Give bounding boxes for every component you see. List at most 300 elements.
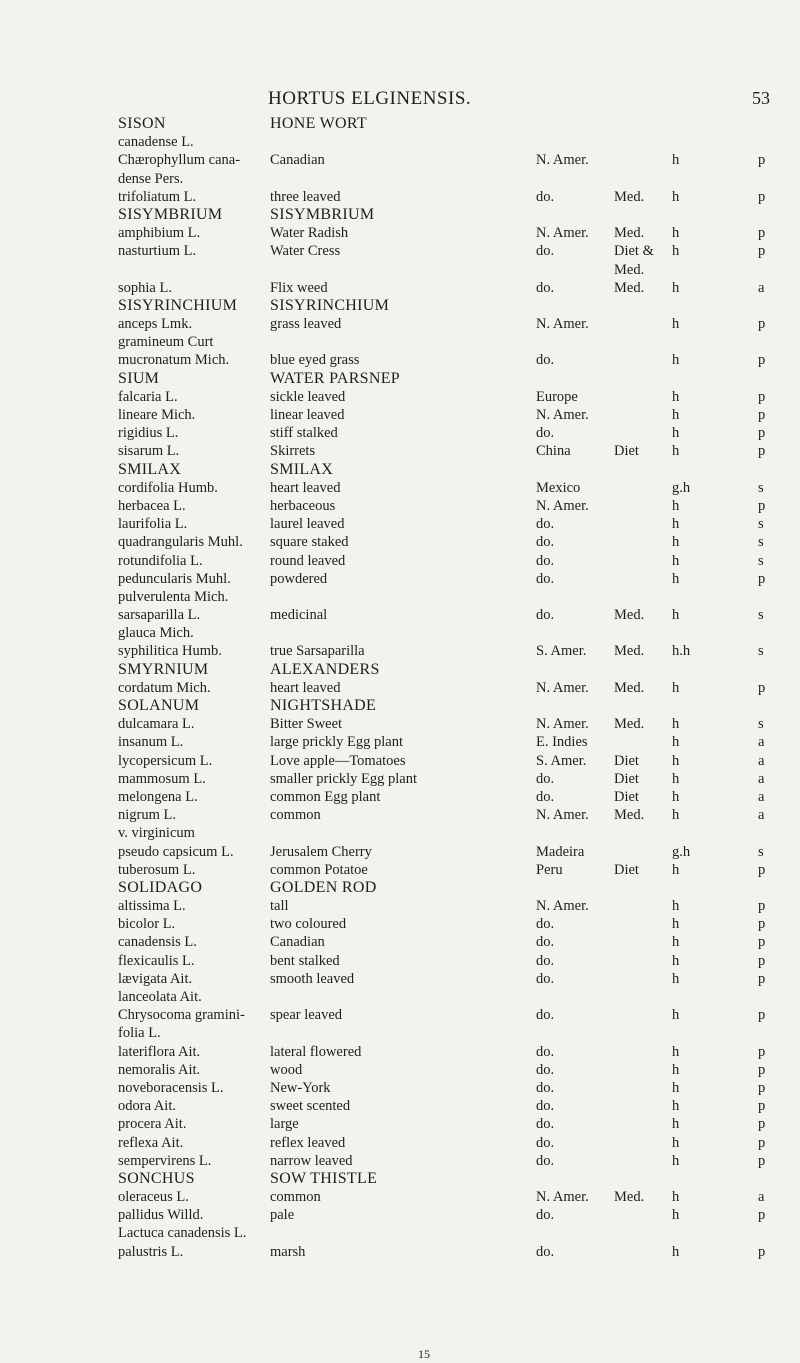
habit-code: p bbox=[758, 1134, 766, 1151]
latin-name: reflexa Ait. bbox=[118, 1134, 184, 1151]
latin-name: noveboracensis L. bbox=[118, 1079, 224, 1096]
species-row bbox=[0, 1043, 800, 1061]
latin-name: SISON bbox=[118, 115, 166, 132]
species-row bbox=[0, 424, 800, 442]
latin-name: sarsaparilla L. bbox=[118, 607, 201, 624]
duration-code: h bbox=[672, 1243, 680, 1260]
duration-code: h bbox=[672, 861, 680, 878]
english-name: large prickly Egg plant bbox=[270, 734, 404, 751]
genus-heading-row bbox=[0, 661, 800, 679]
genus-heading-row bbox=[0, 1170, 800, 1188]
latin-name: rigidius L. bbox=[118, 425, 179, 442]
species-row bbox=[0, 679, 800, 697]
species-row bbox=[0, 915, 800, 933]
habit-code: p bbox=[758, 1243, 766, 1260]
english-name: medicinal bbox=[270, 607, 328, 624]
species-row bbox=[0, 752, 800, 770]
page-header bbox=[0, 88, 800, 112]
species-row bbox=[0, 843, 800, 861]
habit-code: s bbox=[758, 607, 764, 624]
species-row bbox=[0, 333, 800, 351]
english-name: linear leaved bbox=[270, 407, 345, 423]
duration-code: h bbox=[672, 1061, 680, 1078]
species-row bbox=[0, 1134, 800, 1152]
species-row bbox=[0, 952, 800, 970]
habit-code: p bbox=[758, 679, 766, 696]
species-row bbox=[0, 806, 800, 824]
duration-code: h bbox=[672, 1152, 680, 1169]
native-country: Madeira bbox=[536, 843, 585, 860]
duration-code: h bbox=[672, 807, 680, 824]
native-country: do. bbox=[536, 770, 555, 787]
native-country: do. bbox=[536, 1152, 555, 1169]
latin-name: peduncularis Muhl. bbox=[118, 570, 231, 587]
habit-code: a bbox=[758, 770, 765, 787]
native-country: S. Amer. bbox=[536, 643, 587, 660]
latin-name: SISYRINCHIUM bbox=[118, 296, 238, 314]
species-row bbox=[0, 715, 800, 733]
duration-code: h bbox=[672, 916, 680, 933]
genus-heading-row bbox=[0, 370, 800, 388]
english-name: SOW THISTLE bbox=[270, 1169, 378, 1187]
species-row bbox=[0, 788, 800, 806]
habit-code: p bbox=[758, 388, 766, 405]
species-row bbox=[0, 1206, 800, 1224]
use-note: Diet bbox=[614, 770, 639, 787]
running-title: HORTUS ELGINENSIS. bbox=[268, 88, 472, 109]
use-note: Med. bbox=[614, 279, 645, 296]
latin-name: palustris L. bbox=[118, 1243, 184, 1260]
species-row bbox=[0, 988, 800, 1006]
duration-code: h bbox=[672, 952, 680, 969]
duration-code: h bbox=[672, 788, 680, 805]
english-name: Water Radish bbox=[270, 225, 349, 242]
use-note: Med. bbox=[614, 807, 645, 824]
english-name: New-York bbox=[270, 1079, 331, 1096]
habit-code: p bbox=[758, 243, 766, 260]
latin-name: lineare Mich. bbox=[118, 407, 196, 423]
habit-code: a bbox=[758, 807, 765, 824]
latin-name: pallidus Willd. bbox=[118, 1207, 204, 1224]
habit-code: p bbox=[758, 1098, 766, 1115]
habit-code: a bbox=[758, 734, 765, 751]
native-country: N. Amer. bbox=[536, 807, 589, 824]
duration-code: g.h bbox=[672, 843, 691, 860]
english-name: true Sarsaparilla bbox=[270, 643, 365, 660]
habit-code: p bbox=[758, 1061, 766, 1078]
habit-code: s bbox=[758, 716, 764, 733]
habit-code: p bbox=[758, 316, 766, 333]
english-name: Flix weed bbox=[270, 279, 328, 296]
native-country: do. bbox=[536, 243, 555, 260]
duration-code: h bbox=[672, 734, 680, 751]
genus-heading-row bbox=[0, 115, 800, 133]
english-name: herbaceous bbox=[270, 497, 336, 514]
native-country: do. bbox=[536, 970, 555, 987]
native-country: do. bbox=[536, 188, 555, 205]
use-note: Diet bbox=[614, 861, 639, 878]
habit-code: p bbox=[758, 952, 766, 969]
latin-name: altissima L. bbox=[118, 898, 186, 915]
latin-name: glauca Mich. bbox=[118, 625, 194, 642]
species-row bbox=[0, 933, 800, 951]
page-number: 53 bbox=[752, 88, 770, 108]
native-country: Mexico bbox=[536, 479, 581, 496]
duration-code: h bbox=[672, 225, 680, 242]
native-country: do. bbox=[536, 1207, 555, 1224]
species-row bbox=[0, 351, 800, 369]
habit-code: a bbox=[758, 788, 765, 805]
habit-code: s bbox=[758, 643, 764, 660]
native-country: China bbox=[536, 443, 571, 460]
latin-name: SOLIDAGO bbox=[118, 878, 203, 896]
duration-code: h bbox=[672, 243, 680, 260]
latin-name: sophia L. bbox=[118, 279, 172, 296]
native-country: do. bbox=[536, 552, 555, 569]
habit-code: s bbox=[758, 552, 764, 569]
species-row bbox=[0, 970, 800, 988]
native-country: do. bbox=[536, 1043, 555, 1060]
native-country: S. Amer. bbox=[536, 752, 587, 769]
english-name: sweet scented bbox=[270, 1098, 351, 1115]
english-name: Water Cress bbox=[270, 243, 341, 260]
use-note: Diet bbox=[614, 752, 639, 769]
english-name: laurel leaved bbox=[270, 516, 345, 533]
species-row bbox=[0, 261, 800, 279]
native-country: do. bbox=[536, 1243, 555, 1260]
use-note: Med. bbox=[614, 716, 645, 733]
latin-name: mucronatum Mich. bbox=[118, 352, 230, 369]
species-row bbox=[0, 1243, 800, 1261]
latin-name: falcaria L. bbox=[118, 388, 178, 405]
native-country: N. Amer. bbox=[536, 225, 589, 242]
species-row bbox=[0, 1061, 800, 1079]
species-row bbox=[0, 570, 800, 588]
use-note: Diet & bbox=[614, 243, 654, 260]
habit-code: p bbox=[758, 352, 766, 369]
native-country: N. Amer. bbox=[536, 1189, 589, 1206]
species-row bbox=[0, 533, 800, 551]
english-name: grass leaved bbox=[270, 316, 342, 333]
native-country: do. bbox=[536, 1061, 555, 1078]
english-name: large bbox=[270, 1116, 299, 1133]
latin-name: flexicaulis L. bbox=[118, 952, 195, 969]
english-name: heart leaved bbox=[270, 679, 341, 696]
duration-code: h bbox=[672, 534, 680, 551]
duration-code: h.h bbox=[672, 643, 691, 660]
species-row bbox=[0, 1024, 800, 1042]
duration-code: h bbox=[672, 1098, 680, 1115]
genus-heading-row bbox=[0, 297, 800, 315]
english-name: Skirrets bbox=[270, 443, 316, 460]
habit-code: p bbox=[758, 1007, 766, 1024]
native-country: do. bbox=[536, 516, 555, 533]
species-row bbox=[0, 1079, 800, 1097]
english-name: bent stalked bbox=[270, 952, 340, 969]
habit-code: p bbox=[758, 861, 766, 878]
habit-code: p bbox=[758, 152, 766, 169]
use-note: Med. bbox=[614, 1189, 645, 1206]
use-note: Med. bbox=[614, 188, 645, 205]
native-country: do. bbox=[536, 1134, 555, 1151]
duration-code: h bbox=[672, 407, 680, 423]
english-name: Jerusalem Cherry bbox=[270, 843, 372, 860]
duration-code: h bbox=[672, 1207, 680, 1224]
habit-code: s bbox=[758, 516, 764, 533]
english-name: round leaved bbox=[270, 552, 346, 569]
english-name: SISYRINCHIUM bbox=[270, 296, 390, 314]
habit-code: a bbox=[758, 752, 765, 769]
latin-name: amphibium L. bbox=[118, 225, 201, 242]
duration-code: h bbox=[672, 1116, 680, 1133]
latin-name: Chærophyllum cana- bbox=[118, 152, 241, 169]
native-country: N. Amer. bbox=[536, 316, 589, 333]
native-country: do. bbox=[536, 934, 555, 951]
duration-code: h bbox=[672, 552, 680, 569]
latin-name: canadensis L. bbox=[118, 934, 197, 951]
latin-name: Lactuca canadensis L. bbox=[118, 1225, 247, 1242]
english-name: common Potatoe bbox=[270, 861, 368, 878]
duration-code: h bbox=[672, 1007, 680, 1024]
species-row bbox=[0, 406, 800, 424]
species-row bbox=[0, 1006, 800, 1024]
species-row bbox=[0, 133, 800, 151]
duration-code: h bbox=[672, 188, 680, 205]
latin-name: folia L. bbox=[118, 1025, 161, 1042]
latin-name: nigrum L. bbox=[118, 807, 176, 824]
latin-name: melongena L. bbox=[118, 788, 198, 805]
species-row bbox=[0, 315, 800, 333]
latin-name: SONCHUS bbox=[118, 1169, 195, 1187]
english-name: common bbox=[270, 1189, 321, 1206]
duration-code: h bbox=[672, 279, 680, 296]
habit-code: a bbox=[758, 279, 765, 296]
habit-code: p bbox=[758, 225, 766, 242]
latin-name: procera Ait. bbox=[118, 1116, 187, 1133]
native-country: do. bbox=[536, 1116, 555, 1133]
duration-code: h bbox=[672, 934, 680, 951]
native-country: N. Amer. bbox=[536, 497, 589, 514]
use-note: Med. bbox=[614, 225, 645, 242]
latin-name: sempervirens L. bbox=[118, 1152, 212, 1169]
species-row bbox=[0, 170, 800, 188]
native-country: do. bbox=[536, 279, 555, 296]
latin-name: anceps Lmk. bbox=[118, 316, 193, 333]
english-name: common bbox=[270, 807, 321, 824]
duration-code: h bbox=[672, 752, 680, 769]
duration-code: g.h bbox=[672, 479, 691, 496]
latin-name: dense Pers. bbox=[118, 170, 184, 187]
latin-name: bicolor L. bbox=[118, 916, 176, 933]
latin-name: canadense L. bbox=[118, 134, 194, 151]
latin-name: mammosum L. bbox=[118, 770, 206, 787]
species-row bbox=[0, 624, 800, 642]
latin-name: SISYMBRIUM bbox=[118, 205, 223, 223]
native-country: do. bbox=[536, 1098, 555, 1115]
duration-code: h bbox=[672, 607, 680, 624]
habit-code: p bbox=[758, 898, 766, 915]
species-row bbox=[0, 515, 800, 533]
latin-name: lanceolata Ait. bbox=[118, 989, 202, 1005]
latin-name: oleraceus L. bbox=[118, 1189, 189, 1206]
duration-code: h bbox=[672, 1079, 680, 1096]
species-row bbox=[0, 770, 800, 788]
habit-code: s bbox=[758, 534, 764, 551]
native-country: N. Amer. bbox=[536, 152, 589, 169]
english-name: tall bbox=[270, 898, 289, 915]
species-row bbox=[0, 897, 800, 915]
duration-code: h bbox=[672, 316, 680, 333]
genus-heading-row bbox=[0, 461, 800, 479]
english-name: ALEXANDERS bbox=[270, 660, 380, 678]
english-name: WATER PARSNEP bbox=[270, 369, 401, 387]
latin-name: SMILAX bbox=[118, 460, 182, 478]
duration-code: h bbox=[672, 497, 680, 514]
english-name: reflex leaved bbox=[270, 1134, 346, 1151]
duration-code: h bbox=[672, 1189, 680, 1206]
latin-name: herbacea L. bbox=[118, 497, 186, 514]
native-country: do. bbox=[536, 788, 555, 805]
latin-name: trifoliatum L. bbox=[118, 188, 197, 205]
native-country: do. bbox=[536, 916, 555, 933]
duration-code: h bbox=[672, 516, 680, 533]
species-row bbox=[0, 824, 800, 842]
habit-code: p bbox=[758, 1079, 766, 1096]
latin-name: lycopersicum L. bbox=[118, 752, 213, 769]
latin-name: quadrangularis Muhl. bbox=[118, 534, 243, 551]
native-country: E. Indies bbox=[536, 734, 588, 751]
english-name: GOLDEN ROD bbox=[270, 878, 377, 896]
habit-code: p bbox=[758, 407, 766, 423]
latin-name: laurifolia L. bbox=[118, 516, 188, 533]
english-name: lateral flowered bbox=[270, 1043, 362, 1060]
english-name: Canadian bbox=[270, 152, 325, 169]
latin-name: pseudo capsicum L. bbox=[118, 843, 234, 860]
latin-name: rotundifolia L. bbox=[118, 552, 203, 569]
habit-code: p bbox=[758, 1116, 766, 1133]
native-country: N. Amer. bbox=[536, 407, 589, 423]
habit-code: p bbox=[758, 916, 766, 933]
latin-name: SOLANUM bbox=[118, 697, 200, 714]
duration-code: h bbox=[672, 898, 680, 915]
latin-name: cordatum Mich. bbox=[118, 679, 211, 696]
habit-code: p bbox=[758, 1152, 766, 1169]
english-name: smooth leaved bbox=[270, 970, 355, 987]
english-name: narrow leaved bbox=[270, 1152, 353, 1169]
english-name: Canadian bbox=[270, 934, 325, 951]
species-row bbox=[0, 1188, 800, 1206]
species-row bbox=[0, 224, 800, 242]
printer-signature: 15 bbox=[418, 1347, 430, 1361]
latin-name: gramineum Curt bbox=[118, 334, 214, 351]
latin-name: v. virginicum bbox=[118, 825, 195, 842]
native-country: do. bbox=[536, 607, 555, 624]
latin-name: insanum L. bbox=[118, 734, 184, 751]
native-country: Peru bbox=[536, 861, 563, 878]
habit-code: p bbox=[758, 570, 766, 587]
latin-name: dulcamara L. bbox=[118, 716, 195, 733]
english-name: wood bbox=[270, 1061, 303, 1078]
english-name: blue eyed grass bbox=[270, 352, 360, 369]
species-row bbox=[0, 188, 800, 206]
duration-code: h bbox=[672, 770, 680, 787]
native-country: do. bbox=[536, 425, 555, 442]
latin-name: lateriflora Ait. bbox=[118, 1043, 201, 1060]
duration-code: h bbox=[672, 388, 680, 405]
habit-code: p bbox=[758, 970, 766, 987]
latin-name: nemoralis Ait. bbox=[118, 1061, 201, 1078]
habit-code: s bbox=[758, 479, 764, 496]
native-country: do. bbox=[536, 570, 555, 587]
habit-code: p bbox=[758, 1043, 766, 1060]
duration-code: h bbox=[672, 1043, 680, 1060]
use-note: Diet bbox=[614, 443, 639, 460]
english-name: stiff stalked bbox=[270, 425, 338, 442]
duration-code: h bbox=[672, 352, 680, 369]
duration-code: h bbox=[672, 970, 680, 987]
species-row bbox=[0, 1152, 800, 1170]
latin-name: SIUM bbox=[118, 369, 160, 387]
species-row bbox=[0, 588, 800, 606]
latin-name: sisarum L. bbox=[118, 443, 180, 460]
native-country: Europe bbox=[536, 388, 578, 405]
duration-code: h bbox=[672, 716, 680, 733]
habit-code: p bbox=[758, 188, 766, 205]
latin-name: tuberosum L. bbox=[118, 861, 196, 878]
english-name: NIGHTSHADE bbox=[270, 697, 377, 714]
species-row bbox=[0, 279, 800, 297]
species-row bbox=[0, 1224, 800, 1242]
native-country: do. bbox=[536, 534, 555, 551]
latin-name: syphilitica Humb. bbox=[118, 643, 222, 660]
species-row bbox=[0, 242, 800, 260]
species-row bbox=[0, 642, 800, 660]
habit-code: s bbox=[758, 843, 764, 860]
english-name: powdered bbox=[270, 570, 328, 587]
duration-code: h bbox=[672, 570, 680, 587]
native-country: do. bbox=[536, 352, 555, 369]
plant-catalog-list bbox=[0, 115, 800, 1261]
native-country: N. Amer. bbox=[536, 679, 589, 696]
native-country: do. bbox=[536, 1007, 555, 1024]
habit-code: p bbox=[758, 425, 766, 442]
habit-code: p bbox=[758, 1207, 766, 1224]
use-note: Med. bbox=[614, 261, 645, 278]
english-name: spear leaved bbox=[270, 1007, 343, 1024]
duration-code: h bbox=[672, 152, 680, 169]
english-name: sickle leaved bbox=[270, 388, 346, 405]
habit-code: p bbox=[758, 443, 766, 460]
native-country: N. Amer. bbox=[536, 716, 589, 733]
english-name: Love apple—Tomatoes bbox=[270, 752, 406, 769]
english-name: Bitter Sweet bbox=[270, 716, 343, 733]
species-row bbox=[0, 606, 800, 624]
english-name: square staked bbox=[270, 534, 349, 551]
latin-name: pulverulenta Mich. bbox=[118, 588, 229, 605]
species-row bbox=[0, 1097, 800, 1115]
use-note: Med. bbox=[614, 607, 645, 624]
duration-code: h bbox=[672, 443, 680, 460]
use-note: Med. bbox=[614, 643, 645, 660]
use-note: Diet bbox=[614, 788, 639, 805]
english-name: common Egg plant bbox=[270, 788, 381, 805]
native-country: do. bbox=[536, 1079, 555, 1096]
latin-name: SMYRNIUM bbox=[118, 660, 209, 678]
latin-name: nasturtium L. bbox=[118, 243, 197, 260]
species-row bbox=[0, 552, 800, 570]
genus-heading-row bbox=[0, 206, 800, 224]
species-row bbox=[0, 479, 800, 497]
